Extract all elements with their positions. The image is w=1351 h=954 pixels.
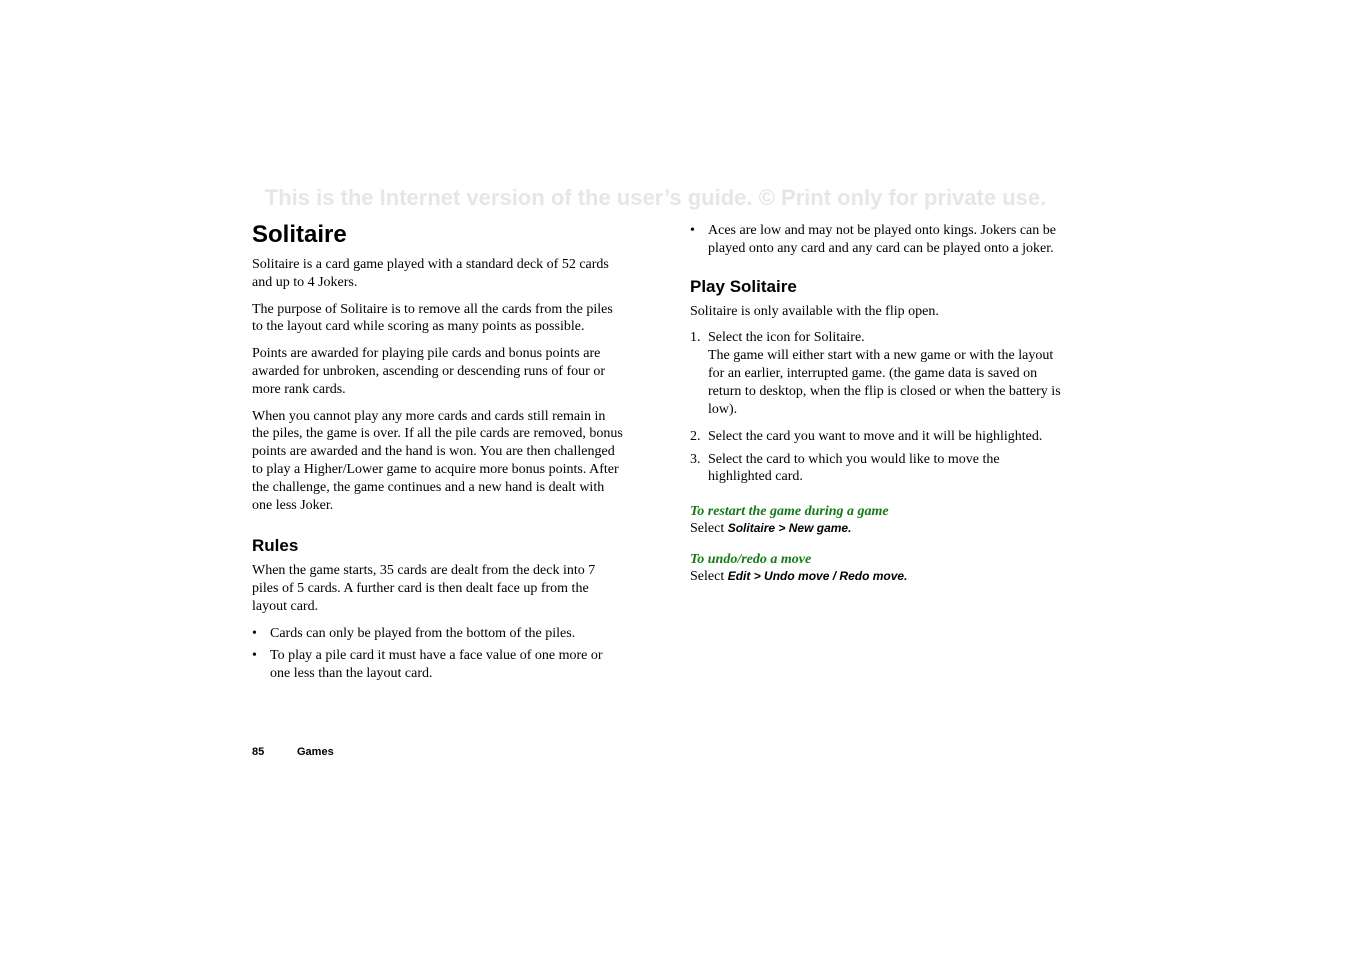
step-number: 1. bbox=[690, 330, 701, 346]
left-column bbox=[252, 218, 624, 687]
step-item bbox=[690, 329, 1062, 418]
step-item bbox=[690, 451, 1062, 487]
bullet-icon: • bbox=[690, 223, 695, 238]
restart-heading: To restart the game during a game bbox=[690, 504, 889, 520]
list-item-text: To play a pile card it must have a face value of one more or one less than the layout card. bbox=[270, 648, 603, 681]
step-subtext: The game will either start with a new game or with the layout for an earlier, interrupted game. (the game data is saved on return to desktop, when the flip is closed or when the battery is low). bbox=[708, 348, 1061, 417]
watermark: This is the Internet version of the user’s guide. © Print only for private use. bbox=[264, 185, 1047, 210]
list-item-text: Aces are low and may not be played onto kings. Jokers can be played onto any card and any card can be played onto a joker. bbox=[708, 223, 1056, 256]
step-number: 3. bbox=[690, 451, 701, 467]
right-column bbox=[690, 222, 1062, 599]
step-number: 2. bbox=[690, 429, 701, 445]
menu-path: Solitaire > New game. bbox=[727, 521, 852, 536]
rules-list-continued bbox=[690, 222, 1062, 258]
play-section bbox=[690, 276, 1062, 487]
rules-text: When the game starts, 35 cards are dealt from the deck into 7 piles of 5 cards. A further card is then dealt face up from the layout card. bbox=[252, 563, 596, 614]
undo-instruction bbox=[690, 568, 1062, 585]
play-intro: Solitaire is only available with the flip open. bbox=[690, 303, 939, 319]
select-prefix: Select bbox=[690, 521, 728, 537]
select-prefix: Select bbox=[690, 569, 728, 585]
play-heading: Play Solitaire bbox=[690, 276, 797, 296]
step-item bbox=[690, 428, 1062, 446]
restart-instruction bbox=[690, 520, 1062, 537]
intro-paragraph-1: Solitaire is a card game played with a standard deck of 52 cards and up to 4 Jokers. bbox=[252, 257, 609, 290]
step-text: Select the card to which you would like to move the highlighted card. bbox=[708, 451, 1000, 485]
undo-heading: To undo/redo a move bbox=[690, 552, 812, 568]
rules-section bbox=[252, 535, 624, 682]
bullet-icon: • bbox=[252, 625, 257, 641]
step-text: Select the icon for Solitaire. bbox=[708, 330, 865, 346]
intro-paragraph-4: When you cannot play any more cards and cards still remain in the piles, the game is over. If all the pile cards are removed, bonus points are awarded and the hand is won. You are then challenged to play a Higher/Lower game to acquire more bonus points. After the challenge, the game continues and a new hand is dealt with one less Joker. bbox=[252, 408, 623, 513]
intro-paragraph-2: The purpose of Solitaire is to remove all the cards from the piles to the layout card while scoring as many points as possible. bbox=[252, 301, 613, 335]
restart-section bbox=[690, 503, 1062, 537]
rules-heading: Rules bbox=[252, 536, 299, 556]
list-item-text: Cards can only be played from the bottom of the piles. bbox=[270, 625, 576, 641]
list-item bbox=[252, 625, 624, 643]
page-number: 85 bbox=[252, 746, 265, 758]
undo-section bbox=[690, 551, 1062, 585]
intro-paragraph-3: Points are awarded for playing pile cards and bonus points are awarded for unbroken, ascending or descending runs of four or more rank cards. bbox=[252, 346, 605, 397]
page-title: Solitaire bbox=[252, 221, 347, 248]
list-item bbox=[252, 647, 624, 683]
footer-section: Games bbox=[297, 746, 334, 758]
menu-path: Edit > Undo move / Redo move. bbox=[727, 569, 908, 584]
rules-list bbox=[252, 625, 624, 683]
page-footer bbox=[252, 746, 334, 758]
step-text: Select the card you want to move and it will be highlighted. bbox=[708, 429, 1043, 445]
steps-list bbox=[690, 329, 1062, 486]
bullet-icon: • bbox=[252, 648, 257, 664]
list-item bbox=[690, 222, 1062, 258]
